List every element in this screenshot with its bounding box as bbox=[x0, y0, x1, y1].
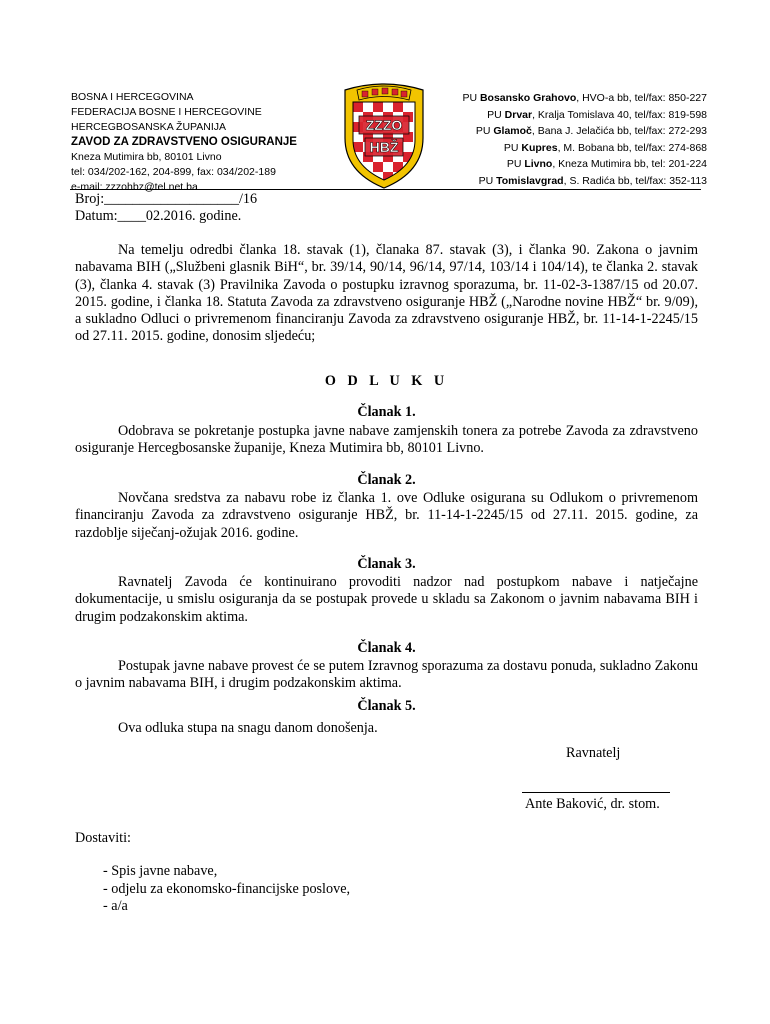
list-item: - a/a bbox=[103, 898, 128, 914]
article-5-heading: Članak 5. bbox=[357, 698, 416, 714]
header-divider bbox=[70, 189, 701, 190]
delivery-label: Dostaviti: bbox=[75, 830, 131, 846]
article-4-paragraph bbox=[75, 658, 698, 693]
article-1-text: Odobrava se pokretanje postupka javne nabave zamjenskih tonera za potrebe Zavoda za zdravstveno osiguranje Hercegbosanske županije, Kneza Mutimira bb, 80101 Livno. bbox=[75, 423, 698, 457]
article-1-heading: Članak 1. bbox=[357, 404, 416, 420]
signatory-title: Ravnatelj bbox=[566, 745, 621, 761]
article-3-text: Ravnatelj Zavoda će kontinuirano provoditi nadzor nad postupkom nabave i natječajne dokumentacije, u smislu osiguranja da se postupak provede u skladu sa Zakonom o javnim nabavama BIH i drugim podzakonskim aktima. bbox=[75, 574, 698, 625]
reference-number: Broj:___________________/16 bbox=[75, 191, 258, 207]
logo-text-bottom: HBŽ bbox=[369, 139, 399, 155]
delivery-list bbox=[103, 863, 350, 916]
article-2-heading: Članak 2. bbox=[357, 472, 416, 488]
article-5-text: Ova odluka stupa na snagu danom donošenja. bbox=[118, 720, 378, 736]
zzzo-hbz-logo bbox=[337, 80, 431, 190]
header-federation: FEDERACIJA BOSNE I HERCEGOVINE bbox=[71, 106, 262, 118]
document-date: Datum:____02.2016. godine. bbox=[75, 208, 242, 224]
header-country: BOSNA I HERCEGOVINA bbox=[71, 91, 194, 103]
header-institution-block bbox=[71, 90, 297, 195]
article-1-paragraph bbox=[75, 423, 698, 458]
article-3-heading: Članak 3. bbox=[357, 556, 416, 572]
preamble-paragraph bbox=[75, 242, 698, 346]
list-item: - Spis javne nabave, bbox=[103, 863, 218, 879]
header-address: Kneza Mutimira bb, 80101 Livno bbox=[71, 151, 222, 163]
header-phone: tel: 034/202-162, 204-899, fax: 034/202-189 bbox=[71, 166, 276, 178]
article-2-paragraph bbox=[75, 490, 698, 542]
office-glamoc: PU Glamoč, Bana J. Jelačića bb, tel/fax: 272-293 bbox=[475, 125, 707, 137]
signatory-name: Ante Baković, dr. stom. bbox=[525, 796, 660, 812]
article-2-text: Novčana sredstva za nabavu robe iz članka 1. ove Odluke osigurana su Odlukom o privremenom financiranju Zavoda za zdravstveno osiguranje HBŽ, br. 11-14-1-2245/15 od 27.11. 2015. godine, za razdoblje siječanj-ožujak 2016. godine. bbox=[75, 490, 698, 541]
signature-line bbox=[522, 792, 670, 793]
preamble-text: Na temelju odredbi članka 18. stavak (1), članaka 87. stavak (3), i članka 90. Zakona o javnim nabavama BIH („Službeni glasnik BiH“, br. 39/14, 90/14, 96/14, 97/14, 103/14 i 104/14), te članka 2. stavak (3), članka 4. stavak (3) Pravilnika Zavoda o postupku izravnog sporazuma, br. 11-02-3-1387/15 od 20.07. 2015. godine, i članka 18. Statuta Zavoda za zdravstveno osiguranje HBŽ („Narodne novine HBŽ“ br. 9/09), a sukladno Odluci o privremenom financiranju Zavoda za zdravstveno osiguranje HBŽ, br. 11-14-1-2245/15 od 27.11. 2015. godine, donosim sljedeću; bbox=[75, 242, 698, 345]
branch-offices-list bbox=[462, 90, 707, 189]
office-drvar: PU Drvar, Kralja Tomislava 40, tel/fax: 819-598 bbox=[487, 108, 707, 121]
list-item: - odjelu za ekonomsko-financijske poslove, bbox=[103, 880, 351, 897]
article-4-heading: Članak 4. bbox=[357, 640, 416, 656]
document-title: O D L U K U bbox=[324, 373, 449, 389]
header-email: e-mail: zzzohbz@tel.net.ba bbox=[71, 181, 198, 193]
header-institution-name: ZAVOD ZA ZDRAVSTVENO OSIGURANJE bbox=[71, 136, 297, 148]
article-3-paragraph bbox=[75, 574, 698, 626]
logo-text-top: ZZZO bbox=[365, 117, 403, 133]
header-canton: HERCEGBOSANSKA ŽUPANIJA bbox=[71, 121, 227, 133]
office-livno: PU Livno, Kneza Mutimira bb, tel: 201-224 bbox=[506, 158, 707, 170]
office-tomislavgrad: PU Tomislavgrad, S. Radića bb, tel/fax: 352-113 bbox=[478, 174, 707, 187]
office-kupres: PU Kupres, M. Bobana bb, tel/fax: 274-868 bbox=[503, 141, 707, 154]
article-4-text: Postupak javne nabave provest će se putem Izravnog sporazuma za dostavu ponuda, sukladno Zakonu o javnim nabavama BIH, i drugim podzakonskim aktima. bbox=[75, 658, 698, 692]
office-bosansko-grahovo: PU Bosansko Grahovo, HVO-a bb, tel/fax: 850-227 bbox=[462, 92, 707, 104]
article-5-paragraph bbox=[75, 720, 698, 737]
